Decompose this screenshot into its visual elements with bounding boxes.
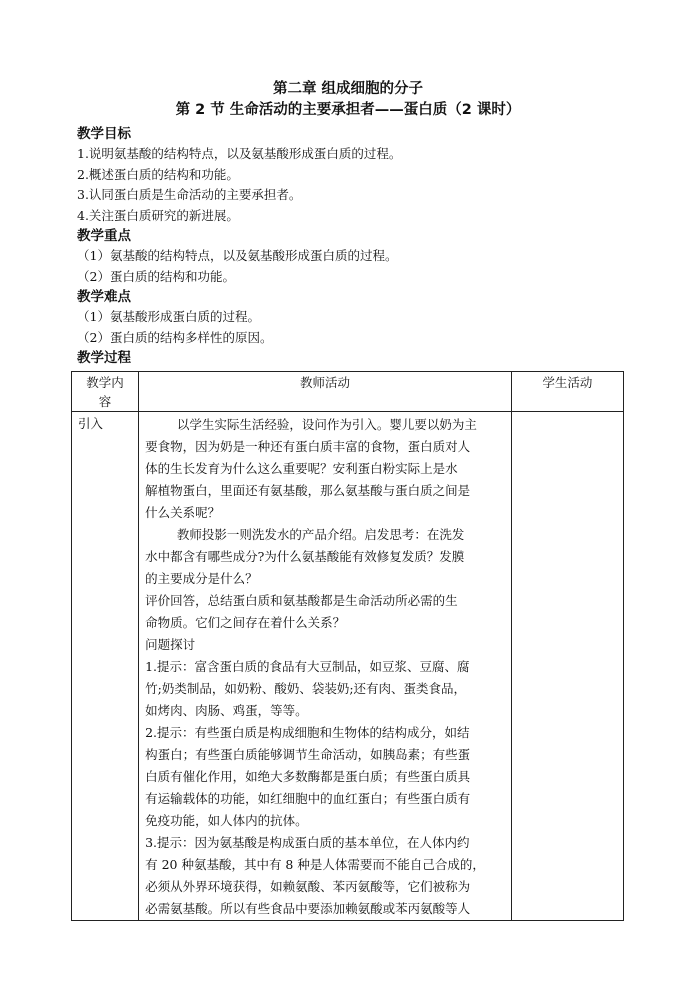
header-teacher-cell: 教师活动 [139,372,512,412]
teacher-activity-line: 白质有催化作用，如绝大多数酶都是蛋白质；有些蛋白质具 [145,769,471,784]
header-content-line: 容 [98,394,112,409]
header-content-cell [72,372,139,412]
teacher-activity-line: 1.提示：富含蛋白质的食品有大豆制品，如豆浆、豆腐、腐 [145,659,470,674]
objective-item: 1.说明氨基酸的结构特点，以及氨基酸形成蛋白质的过程。 [77,146,402,161]
teacher-activity-line: 必需氨基酸。所以有些食品中要添加赖氨酸或苯丙氨酸等人 [145,901,471,916]
teacher-activity-line: 免疫功能，如人体内的抗体。 [145,813,308,828]
teacher-activity-line: 必须从外界环境获得，如赖氨酸、苯丙氨酸等，它们被称为 [145,879,471,894]
header-content-line: 教学内 [86,375,124,390]
teacher-activity-line: 的主要成分是什么？ [145,571,258,586]
key-points-heading: 教学重点 [77,228,131,244]
key-point-item: （1）氨基酸的结构特点，以及氨基酸形成蛋白质的过程。 [77,248,398,263]
teacher-activity-cell [139,412,512,921]
difficulty-item: （2）蛋白质的结构多样性的原因。 [77,329,273,345]
teacher-activity-line: 有运输载体的功能，如红细胞中的血红蛋白；有些蛋白质有 [145,791,471,806]
teacher-activity-line: 命物质。它们之间存在着什么关系？ [145,615,346,630]
teacher-activity-line: 体的生长发育为什么这么重要呢？安利蛋白粉实际上是水 [145,461,458,476]
teacher-activity-line: 有 20 种氨基酸，其中有 8 种是人体需要而不能自己合成的， [145,857,485,872]
section-title: 第 2 节 生命活动的主要承担者——蛋白质（2 课时） [175,102,521,118]
teacher-activity-line: 构蛋白；有些蛋白质能够调节生命活动，如胰岛素；有些蛋 [145,747,471,762]
objective-item: 4.关注蛋白质研究的新进展。 [77,207,239,223]
teacher-activity-line: 解植物蛋白，里面还有氨基酸，那么氨基酸与蛋白质之间是 [145,483,471,498]
student-activity-cell [511,412,623,921]
teacher-activity-line: 水中都含有哪些成分?为什么氨基酸能有效修复发质？发膜 [145,549,465,564]
teacher-activity-line: 什么关系呢？ [145,505,221,520]
teaching-process-table [71,371,624,921]
teacher-activity-line: 教师投影一则洗发水的产品介绍。启发思考：在洗发 [145,527,465,542]
teacher-activity-line: 3.提示：因为氨基酸是构成蛋白质的基本单位，在人体内约 [145,835,470,850]
teacher-activity-line: 问题探讨 [145,637,196,652]
key-point-item: （2）蛋白质的结构和功能。 [77,268,235,284]
objective-item: 3.认同蛋白质是生命活动的主要承担者。 [77,187,302,202]
lesson-outline [77,124,637,368]
header-student-cell: 学生活动 [511,372,623,412]
teacher-activity-line: 以学生实际生活经验，设问作为引入。婴儿要以奶为主 [145,417,477,432]
teacher-activity-line: 评价回答，总结蛋白质和氨基酸都是生命活动所必需的生 [145,593,458,608]
teacher-activity-line: 如烤肉、肉肠、鸡蛋，等等。 [145,703,308,718]
process-heading: 教学过程 [77,350,131,366]
teacher-activity-text [139,412,511,920]
objective-item: 2.概述蛋白质的结构和功能。 [77,166,239,182]
table-row [72,412,624,921]
difficulty-item: （1）氨基酸形成蛋白质的过程。 [77,309,260,324]
teacher-activity-line: 2.提示：有些蛋白质是构成细胞和生物体的结构成分，如结 [145,725,470,740]
table-header-row [72,372,624,412]
teacher-activity-line: 竹;奶类制品，如奶粉、酸奶、袋装奶;还有肉、蛋类食品， [145,681,467,696]
teacher-activity-line: 要食物，因为奶是一种还有蛋白质丰富的食物，蛋白质对人 [145,439,471,454]
chapter-title: 第二章 组成细胞的分子 [272,81,424,97]
objectives-heading: 教学目标 [77,126,131,142]
row-label-cell: 引入 [72,412,139,921]
difficulties-heading: 教学难点 [77,289,131,305]
